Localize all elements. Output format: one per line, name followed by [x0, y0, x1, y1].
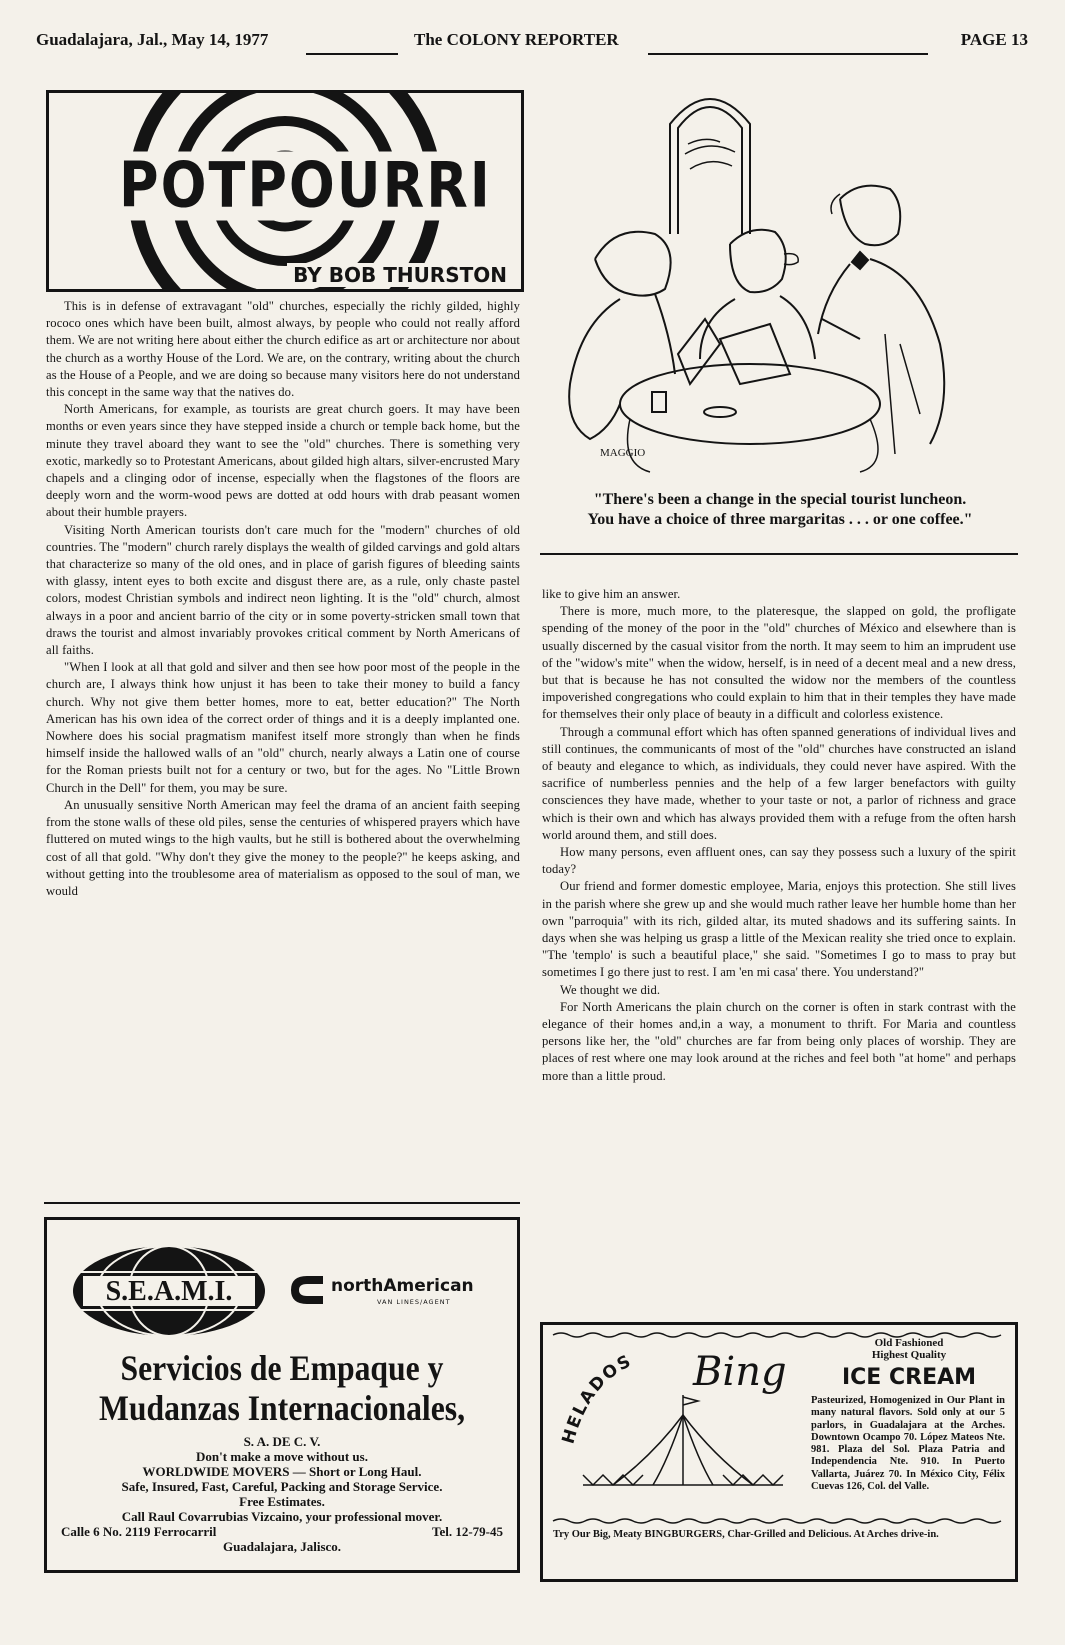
caption-rule	[540, 553, 1018, 555]
tagline-old-fashioned: Old Fashioned	[874, 1337, 944, 1349]
masthead-page-number: PAGE 13	[960, 30, 1028, 49]
movers-advertisement	[44, 1217, 520, 1573]
potpourri-title: POTPOURRI	[115, 152, 467, 221]
icecream-body: Pasteurized, Homogenized in Our Plant in many natural flavors. Sold only at our 5 parlors, in Guadalajara at the Arches. Downtown Ocampo 70. López Mateos Nte. 981. Plaza del Sol. Plaza Patria and Independencia Nte. 910. In Puerto Vallarta, Juárez 70. In México City, Félix Cuevas 126, Col. del Valle.	[811, 1395, 1005, 1493]
cartoon-drawing	[560, 84, 1000, 474]
seami-globe-logo	[69, 1242, 269, 1340]
caption-line: You have a choice of three margaritas . . . or one coffee."	[587, 511, 973, 528]
article-paragraph: Our friend and former domestic employee, Maria, enjoys this protection. She still lives in the parish where she grew up and she would much rather leave her humble home than her own "parroquia" with its rich, gilded altar, its muted shadows and its suffering saints. In days when she was helping us grasp a little of the Mexican reality she tried once to explain. "The 'templo' is such a beautiful place," she said. "Sometimes I go to mass to pray but sometimes I go there just to rest. I am 'en mi casa' there. You understand?"	[542, 879, 1016, 980]
article-left-column	[46, 298, 520, 900]
article-paragraph: like to give him an answer.	[542, 587, 681, 601]
caption-line: "There's been a change in the special tourist luncheon.	[593, 491, 967, 508]
article-paragraph: North Americans, for example, as tourists are great church goers. It may have been months or even years since they have stepped inside a church or temple back home, but the minute they travel aboard they want to see the "old" churches. There is something very exotic, markedly so to Protestant Americans, about gilded high altars, silver-encrusted Mary chapels and a clinging odor of incense, especially when the flagstones of the floors are deeply worn and the worm-wood pews are dotted at odd hours with drab peasant women about their humble prayers.	[46, 402, 520, 520]
ad-address: Calle 6 No. 2119 Ferrocarril	[61, 1524, 217, 1539]
masthead-rule-right	[648, 53, 928, 55]
column-bottom-rule	[44, 1202, 520, 1204]
cartoon-caption	[540, 490, 1020, 530]
masthead-paper-name: The COLONY REPORTER	[414, 30, 619, 49]
bing-script-text: Bing	[693, 1349, 787, 1395]
company-suffix: S. A. DE C. V.	[243, 1434, 321, 1449]
ad-headline-line2: Mudanzas Internacionales,	[98, 1388, 466, 1428]
article-paragraph: There is more, much more, to the plateresque, the slapped on gold, the profligate spending of the money of the poor in the "old" churches of México and elsewhere than is usually discerned by the casual visitor from the north. It may seem to him an imprudent use of the "widow's mite" when the widow, herself, is in need of a decent meal and a new dress, but that is because he has not consulted the widow nor the members of the countless impoverished congregations who could explain to him that in their temples they have made for themselves their only place of beauty in a difficult and colorless existence.	[542, 604, 1016, 722]
article-paragraph: For North Americans the plain church on the corner is often in stark contrast with the elegance of their homes and,in a way, a monument to thrift. For Maria and countless persons like her, the "old" churches are far from being only places of worship. They are places of rest where one may look around at the riches and feel both "at home" and perhaps more than a little proud.	[542, 999, 1016, 1083]
article-paragraph: How many persons, even affluent ones, can say they possess such a luxury of the spirit today?	[542, 845, 1016, 877]
article-right-column	[542, 586, 1016, 1085]
masthead	[36, 26, 1028, 54]
article-paragraph: We thought we did.	[560, 982, 661, 997]
article-paragraph: This is in defense of extravagant "old" churches, especially the richly gilded, highly rococo ones which have been built, almost always, by people who could not really afford them. We are not writing here about either the church edifice as art or architecture nor about the church as a worthy House of the Lord. We are, on the contrary, writing about the church as the House of a People, and we are doing so because many visitors here do not understand this concept in the same way that the natives do.	[46, 299, 520, 400]
potpourri-logo	[46, 90, 524, 292]
article-paragraph: Through a communal effort which has often spanned generations of individual lives and still continues, the communicants of most of the "old" churches have constructed an island of beauty and elegance to which, as individuals, they could never have aspired. With the sacrifice of numberless pennies and the help of a few larger benefactors with guilty consciences they have made, whether to your taste or not, a parlor of richness and grace which is their own and which has always provided them with a refuge from the often harsh world around them, and still does.	[542, 724, 1016, 842]
article-paragraph: An unusually sensitive North American may feel the drama of an ancient faith seeping from the stone walls of these old piles, sense the centuries of whispered prayers which have fluttered on muted wings to the high vaults, but he still is bothered about the overwhelming cost of all that gold. "Why don't they give the money to the people?" he keeps asking, and without getting into the troublesome area of materialism as opposed to the soul of man, we would	[46, 797, 520, 898]
ad-service-line: Free Estimates.	[239, 1494, 325, 1509]
northamerican-logo-icon	[287, 1274, 327, 1306]
icecream-footer: Try Our Big, Meaty BINGBURGERS, Char-Grilled and Delicious. At Arches drive-in.	[553, 1529, 939, 1540]
article-paragraph: "When I look at all that gold and silver and then see how poor most of the people in the church are, I always think how unjust it has been to take their money to build a fancy church. Why not give them better homes, more to eat, better education?" The North American has his own idea of the correct order of things and it is a deeply implanted one. Nowhere does his social pragmatism manifest itself more strongly than when he finds himself inside the hallowed walls of an "old" church, nearly always a Latin one of course for the Roman priests built not for a century or two, but for the ages. No "Little Brown Church in the Dell" for them, you may be sure.	[46, 660, 520, 795]
ad-city: Guadalajara, Jalisco.	[222, 1539, 342, 1554]
northamerican-name: northAmerican	[331, 1276, 474, 1296]
icecream-title: ICE CREAM	[841, 1365, 977, 1390]
helados-arc-text: HELADOS	[558, 1350, 636, 1447]
ad-headline-line1: Servicios de Empaque y	[120, 1348, 444, 1388]
column-byline: BY BOB THURSTON	[287, 263, 513, 287]
article-paragraph: Visiting North American tourists don't care much for the "modern" churches of old countries. The "modern" church rarely displays the wealth of gilded carvings and gold altars that characterize so many of the old ones, and in place of garish figures of bleeding saints with glassy, intent eyes to both excite and disgust there are, as a rule, only chaste pastel colors, modest Christian symbols and indirect neon lighting. It is the "old" church, almost always in a poor and ancient barrio of the city or in some poverty-stricken small town that draws the tourist and almost invariably provokes critical comment by North Americans of all faiths.	[46, 522, 520, 658]
ad-service-line: WORLDWIDE MOVERS — Short or Long Haul.	[142, 1464, 422, 1479]
ad-tagline: Don't make a move without us.	[196, 1449, 368, 1464]
icecream-tagline	[819, 1337, 999, 1361]
cartoon-illustration	[560, 84, 1000, 474]
seami-logo-text: S.E.A.M.I.	[105, 1276, 233, 1307]
ad-service-line: Safe, Insured, Fast, Careful, Packing and Storage Service.	[121, 1479, 443, 1494]
ad-phone: Tel. 12-79-45	[431, 1524, 503, 1539]
northamerican-tag: VAN LINES/AGENT	[377, 1298, 451, 1306]
tagline-highest-quality: Highest Quality	[871, 1349, 947, 1361]
masthead-rule-left	[306, 53, 398, 55]
ad-contact-line: Call Raul Covarrubias Vizcaino, your professional mover.	[121, 1509, 443, 1524]
cartoonist-signature: MAGGIO	[600, 447, 646, 459]
masthead-dateline: Guadalajara, Jal., May 14, 1977	[36, 30, 269, 49]
icecream-advertisement	[540, 1322, 1018, 1582]
